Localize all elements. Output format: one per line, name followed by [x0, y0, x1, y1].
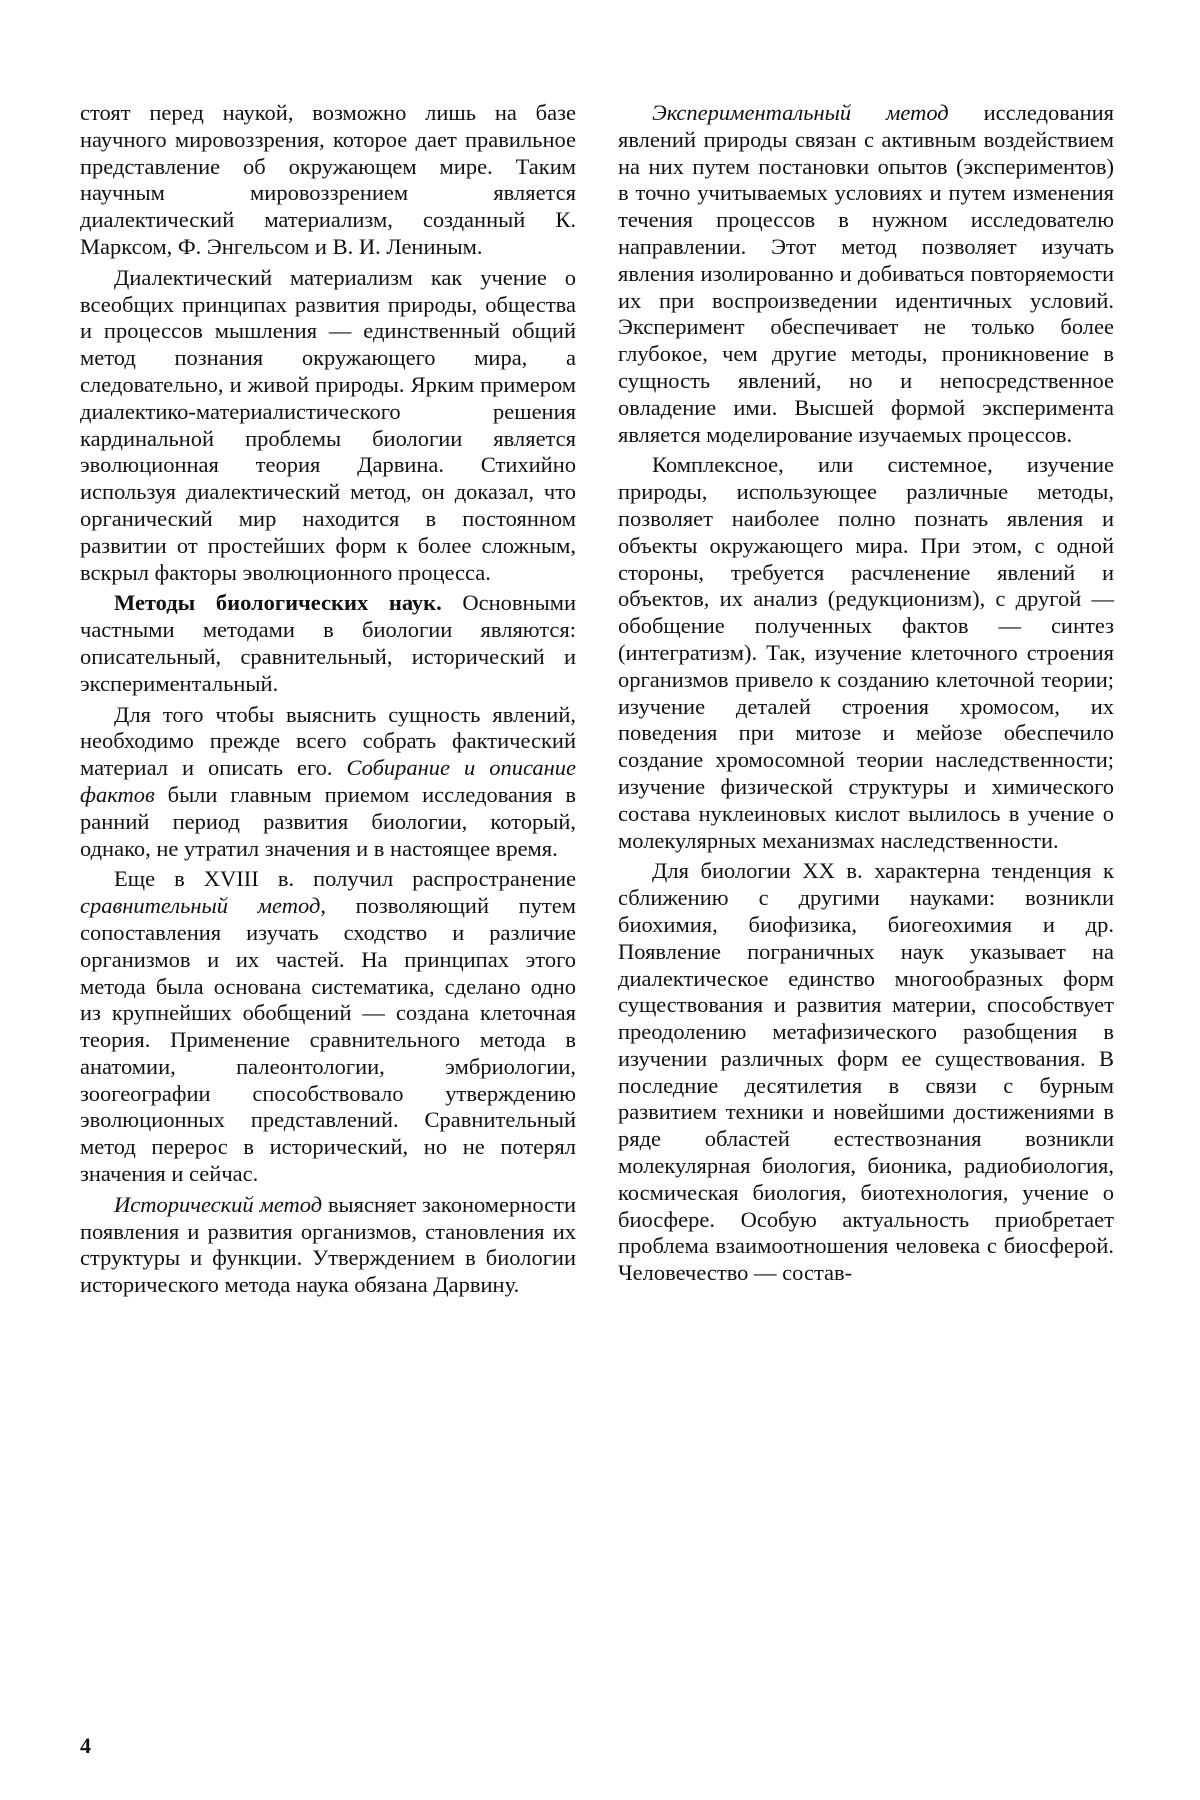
term-description-of-facts: Собирание и описание фактов: [80, 755, 576, 807]
paragraph-dialectical-materialism: Диалектический материализм как учение о всеобщих принципах развития природы, общества и процессов мышления — единственный общий метод познания окружающего мира, а следовательно, и живой природы. Ярким примером диалектико-материалистического решения кардинальной проблемы биологии является эволюционная теория Дарвина. Стихийно используя диалектический метод, он доказал, что органический мир находится в постоянном развитии от простейших форм к более сложным, вскрыл факторы эволюционного процесса.: [80, 264, 576, 585]
paragraph-text: Еще в XVIII в. получил распространение: [114, 866, 576, 892]
paragraph-systemic-study: Комплексное, или системное, изучение природы, использующее различные методы, позволяет наиболее полно познать явления и объекты окружающего мира. При этом, с одной стороны, требуется расчленение явлений и объектов, их анализ (редукционизм), с другой — обобщение полученных фактов — синтез (интегратизм). Так, изучение клеточного строения организмов привело к созданию клеточной теории; изучение деталей строения хромосом, их поведения при митозе и мейозе обеспечило создание хромосомной теории наследственности; изучение физической структуры и химического состава нуклеиновых кислот вылилось в учение о молекулярных механизмах наследственности.: [618, 452, 1114, 853]
paragraph-methods-of-biology: [80, 590, 576, 697]
paragraph-descriptive-method: [80, 702, 576, 863]
paragraph-text: Основными частными методами в биологии являются: описательный, сравнительный, исторический и экспериментальный.: [80, 590, 576, 696]
paragraph-text: выясняет закономерности появления и развития организмов, становления их структуры и функции. Утверждением в биологии исторического метода наука обязана Дарвину.: [80, 1191, 576, 1298]
paragraph-text: были главным приемом исследования в ранний период развития биологии, который, однако, не утратил значения и в настоящее время.: [80, 781, 576, 861]
term-comparative-method: сравнительный метод: [80, 893, 321, 919]
term-experimental-method: Экспериментальный метод: [652, 100, 949, 125]
paragraph-comparative-method: [80, 866, 576, 1188]
paragraph-experimental-method: [618, 100, 1114, 448]
right-column: [618, 100, 1114, 1287]
paragraph-text: , позволяющий путем сопоставления изучать сходство и различие организмов и их частей. На принципах этого метода была основана систематика, сделано одно из крупнейших обобщений — создана клеточная теория. Применение сравнительного метода в анатомии, палеонтологии, эмбриологии, зоогеографии способствовало утверждению эволюционных представлений. Сравнительный метод перерос в исторический, но не потерял значения и сейчас.: [80, 893, 576, 1187]
paragraph-historical-method: [80, 1192, 576, 1299]
paragraph-biology-20th-century: Для биологии XX в. характерна тенденция к сближению с другими науками: возникли биохимия, биофизика, биогеохимия и др. Появление пограничных наук указывает на диалектическое единство многообразных форм существования и развития материи, способствует преодолению метафизического разобщения в изучении различных форм ее существования. В последние десятилетия в связи с бурным развитием техники и новейшими достижениями в ряде областей естествознания возникли молекулярная биология, бионика, радиобиология, космическая биология, биотехнология, учение о биосфере. Особую актуальность приобретает проблема взаимоотношения человека с биосферой. Человечество — состав-: [618, 858, 1114, 1286]
paragraph-text: Для того чтобы выяснить сущность явлений, необходимо прежде всего собрать фактический материал и описать его.: [80, 701, 576, 781]
section-heading-methods: Методы биологических наук.: [114, 590, 442, 616]
left-column: [80, 100, 576, 1299]
paragraph-text: исследования явлений природы связан с активным воздействием на них путем постановки опытов (экспериментов) в точно учитываемых условиях и путем изменения течения процессов в нужном исследователю направлении. Этот метод позволяет изучать явления изолированно и добиваться повторяемости их при воспроизведении идентичных условий. Эксперимент обеспечивает не только более глубокое, чем другие методы, проникновение в сущность явлений, но и непосредственное овладение ими. Высшей формой эксперимента является моделирование изучаемых процессов.: [618, 100, 1114, 447]
paragraph-scientific-worldview: стоят перед наукой, возможно лишь на базе научного мировоззрения, которое дает правильное представление об окружающем мире. Таким научным мировоззрением является диалектический материализм, созданный К. Марксом, Ф. Энгельсом и В. И. Лениным.: [80, 100, 576, 259]
term-historical-method: Исторический метод: [114, 1191, 323, 1217]
page-number: 4: [80, 1733, 91, 1758]
